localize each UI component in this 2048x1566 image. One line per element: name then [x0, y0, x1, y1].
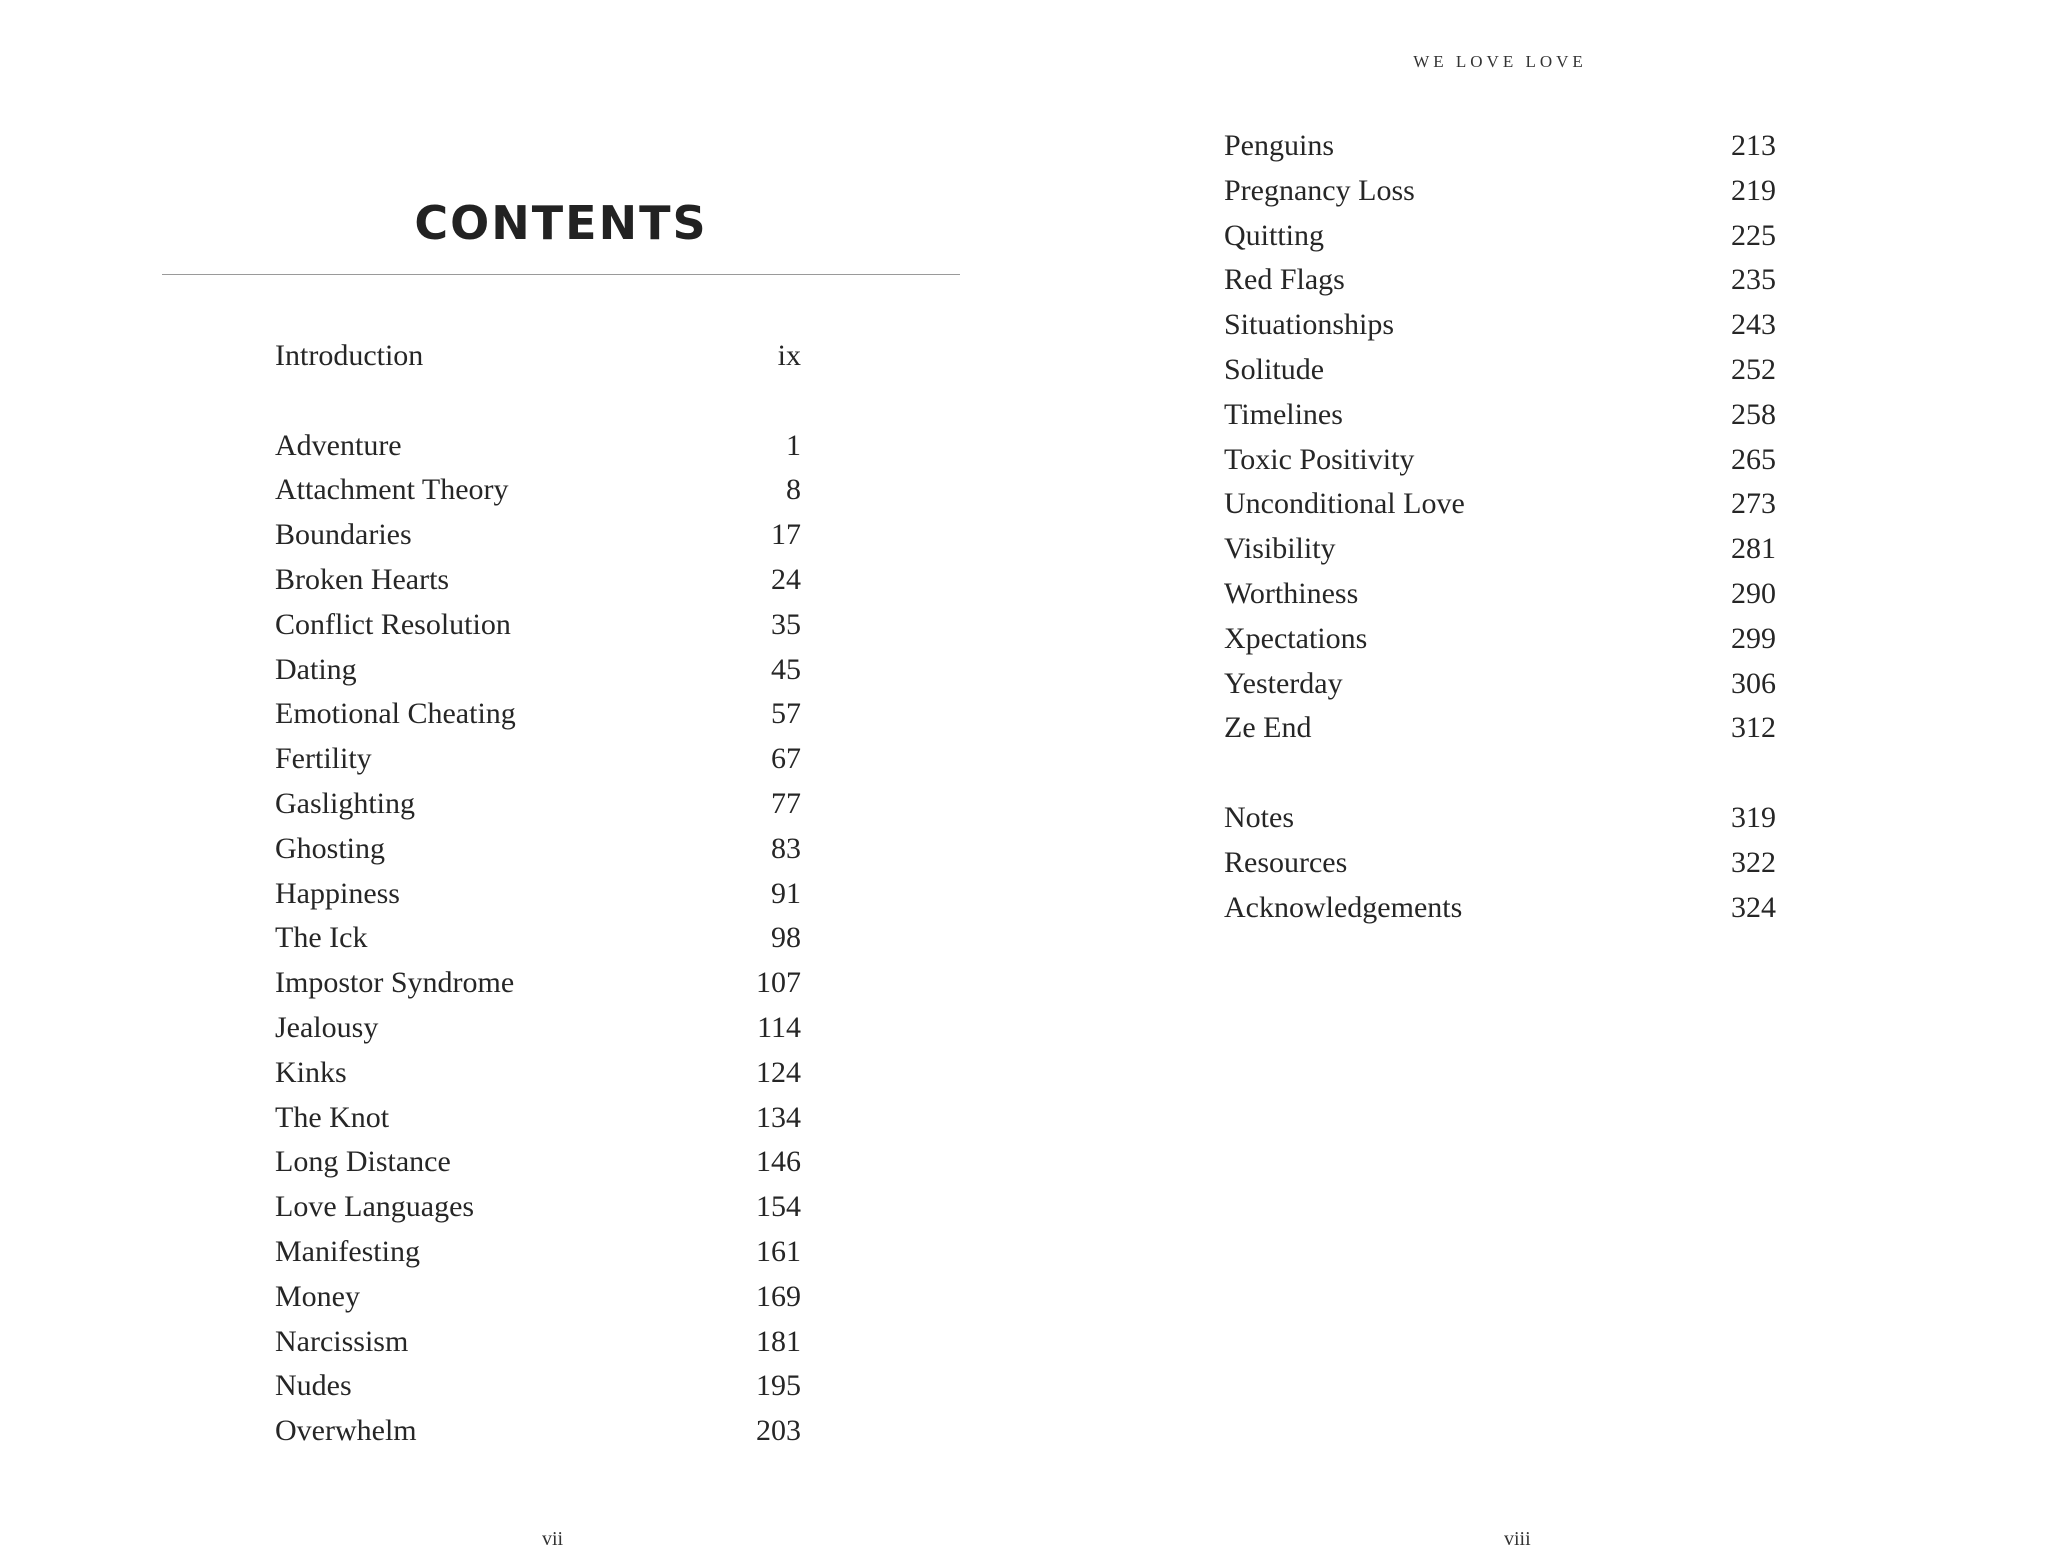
toc-entry-page-number: 312 [1731, 711, 1776, 745]
toc-entry-title: Quitting [1224, 218, 1325, 252]
toc-entry[interactable] [275, 648, 801, 693]
toc-entry-page-number: 146 [756, 1145, 801, 1179]
toc-entry-title: Penguins [1224, 129, 1335, 162]
toc-entry-page-number: 219 [1731, 173, 1776, 207]
toc-entry-page-number: 17 [771, 518, 801, 552]
toc-entry-title: Conflict Resolution [275, 607, 511, 641]
toc-entry[interactable] [1224, 662, 1776, 707]
toc-entry-page-number: 322 [1731, 845, 1776, 879]
toc-entry-title: Situationships [1224, 308, 1395, 342]
toc-entry[interactable] [1224, 482, 1776, 527]
right-page [1024, 0, 2048, 1566]
toc-entry[interactable] [275, 603, 801, 648]
toc-entry-title: Toxic Positivity [1224, 442, 1415, 476]
toc-entry-title: Worthiness [1224, 576, 1359, 610]
toc-entry-page-number: 35 [771, 607, 801, 641]
toc-entry[interactable] [1224, 617, 1776, 662]
toc-entry[interactable] [275, 692, 801, 737]
toc-entry-page-number: 83 [771, 831, 801, 865]
toc-entry-page-number: 273 [1731, 487, 1776, 521]
folio-right: viii [1504, 1528, 1531, 1550]
toc-entry-title: Fertility [275, 742, 372, 776]
toc-entry-title: Emotional Cheating [275, 697, 516, 731]
toc-entry[interactable] [1224, 886, 1776, 931]
toc-entry-title: Money [275, 1279, 360, 1313]
toc-entry-page-number: 107 [756, 966, 801, 1000]
toc-entry[interactable] [275, 1096, 801, 1141]
toc-entry[interactable] [1224, 348, 1776, 393]
toc-entry[interactable] [275, 872, 801, 917]
toc-entry-page-number: 134 [756, 1100, 801, 1134]
toc-right-column [1224, 124, 1776, 930]
toc-entry-title: Manifesting [275, 1234, 420, 1268]
toc-entry-title: Long Distance [275, 1145, 451, 1179]
toc-entry-title: Timelines [1224, 397, 1343, 431]
toc-entry-title: Adventure [275, 428, 402, 462]
toc-entry-title: Love Languages [275, 1190, 475, 1224]
toc-entry-page-number: 281 [1731, 532, 1776, 566]
toc-entry-page-number: 24 [771, 562, 801, 596]
toc-entry[interactable] [275, 1185, 801, 1230]
toc-entry-title: Unconditional Love [1224, 487, 1465, 521]
toc-entry-page-number: 169 [756, 1279, 801, 1313]
toc-entry-title: Dating [275, 652, 357, 686]
toc-entry-page-number: 161 [756, 1234, 801, 1268]
toc-entry-title: Overwhelm [275, 1414, 417, 1448]
toc-entry[interactable] [275, 1140, 801, 1185]
toc-entry-page-number: 77 [771, 786, 801, 820]
toc-entry-page-number: 45 [771, 652, 801, 686]
running-head: WE LOVE LOVE [1413, 52, 1587, 71]
toc-entry-page-number: 225 [1731, 218, 1776, 252]
toc-entry[interactable] [275, 1006, 801, 1051]
toc-entry-page-number: 91 [771, 876, 801, 910]
page-title: CONTENTS [414, 196, 708, 250]
toc-entry-title: The Knot [275, 1100, 390, 1134]
toc-entry[interactable] [275, 558, 801, 603]
toc-entry-page-number: ix [777, 339, 801, 372]
toc-entry-page-number: 265 [1731, 442, 1776, 476]
toc-entry[interactable] [1224, 214, 1776, 259]
toc-entry[interactable] [275, 961, 801, 1006]
toc-entry-page-number: 299 [1731, 621, 1776, 655]
toc-entry[interactable] [1224, 258, 1776, 303]
toc-entry-title: Introduction [275, 339, 424, 372]
folio-left: vii [542, 1528, 564, 1550]
toc-entry-page-number: 8 [786, 473, 801, 507]
toc-entry[interactable] [1224, 706, 1776, 751]
toc-entry-page-number: 290 [1731, 576, 1776, 610]
toc-entry[interactable] [1224, 169, 1776, 214]
toc-group [275, 334, 801, 379]
toc-entry-title: Xpectations [1224, 621, 1368, 655]
toc-entry-page-number: 235 [1731, 263, 1776, 297]
toc-entry[interactable] [275, 1409, 801, 1454]
toc-group [275, 424, 801, 1454]
toc-entry-title: Nudes [275, 1369, 352, 1403]
toc-entry-page-number: 306 [1731, 666, 1776, 700]
toc-entry-title: Boundaries [275, 518, 412, 552]
toc-entry-title: Attachment Theory [275, 473, 509, 507]
toc-entry-title: The Ick [275, 921, 368, 955]
toc-entry-page-number: 243 [1731, 308, 1776, 342]
toc-group [1224, 796, 1776, 930]
toc-entry[interactable] [275, 334, 801, 379]
toc-entry[interactable] [275, 468, 801, 513]
toc-entry-title: Yesterday [1224, 666, 1343, 700]
toc-group [1224, 124, 1776, 751]
toc-entry[interactable] [1224, 303, 1776, 348]
toc-entry-title: Happiness [275, 876, 400, 910]
toc-entry[interactable] [275, 782, 801, 827]
toc-entry-title: Acknowledgements [1224, 890, 1463, 924]
toc-entry-title: Visibility [1224, 532, 1336, 566]
toc-entry-title: Kinks [275, 1055, 347, 1089]
toc-entry-title: Pregnancy Loss [1224, 173, 1415, 207]
toc-entry-page-number: 1 [786, 428, 801, 462]
toc-entry-title: Resources [1224, 845, 1348, 879]
toc-entry-page-number: 203 [756, 1414, 801, 1448]
toc-entry-title: Narcissism [275, 1324, 409, 1358]
toc-entry-page-number: 213 [1731, 129, 1776, 162]
toc-entry[interactable] [275, 513, 801, 558]
toc-entry-page-number: 57 [771, 697, 801, 731]
toc-entry-page-number: 252 [1731, 352, 1776, 386]
toc-entry[interactable] [275, 1364, 801, 1409]
toc-entry[interactable] [275, 1275, 801, 1320]
toc-entry[interactable] [1224, 527, 1776, 572]
toc-entry-page-number: 324 [1731, 890, 1776, 924]
toc-entry-page-number: 195 [756, 1369, 801, 1403]
toc-entry-page-number: 154 [756, 1190, 801, 1224]
toc-entry-title: Solitude [1224, 352, 1325, 386]
toc-entry-page-number: 67 [771, 742, 801, 776]
toc-left-column [275, 334, 801, 1454]
toc-entry[interactable] [1224, 124, 1776, 169]
toc-entry[interactable] [275, 1320, 801, 1365]
toc-entry-page-number: 98 [771, 921, 801, 955]
toc-entry-page-number: 124 [756, 1055, 801, 1089]
toc-entry[interactable] [275, 424, 801, 469]
toc-entry[interactable] [275, 916, 801, 961]
title-divider [162, 274, 960, 275]
toc-entry-page-number: 181 [756, 1324, 801, 1358]
toc-entry[interactable] [275, 737, 801, 782]
toc-entry[interactable] [1224, 796, 1776, 841]
toc-entry[interactable] [275, 827, 801, 872]
toc-entry-title: Notes [1224, 800, 1294, 834]
toc-entry-title: Jealousy [275, 1010, 379, 1044]
toc-entry-title: Ze End [1224, 711, 1312, 745]
toc-entry[interactable] [1224, 841, 1776, 886]
toc-entry-title: Gaslighting [275, 786, 415, 820]
toc-entry[interactable] [275, 1051, 801, 1096]
toc-entry-title: Impostor Syndrome [275, 966, 515, 1000]
toc-entry-page-number: 114 [757, 1010, 801, 1044]
toc-entry[interactable] [1224, 393, 1776, 438]
toc-entry-page-number: 319 [1731, 800, 1776, 834]
toc-entry-title: Ghosting [275, 831, 386, 865]
toc-entry[interactable] [1224, 438, 1776, 483]
toc-entry-title: Broken Hearts [275, 562, 450, 596]
toc-entry[interactable] [275, 1230, 801, 1275]
toc-entry-title: Red Flags [1224, 263, 1345, 297]
toc-entry[interactable] [1224, 572, 1776, 617]
toc-entry-page-number: 258 [1731, 397, 1776, 431]
